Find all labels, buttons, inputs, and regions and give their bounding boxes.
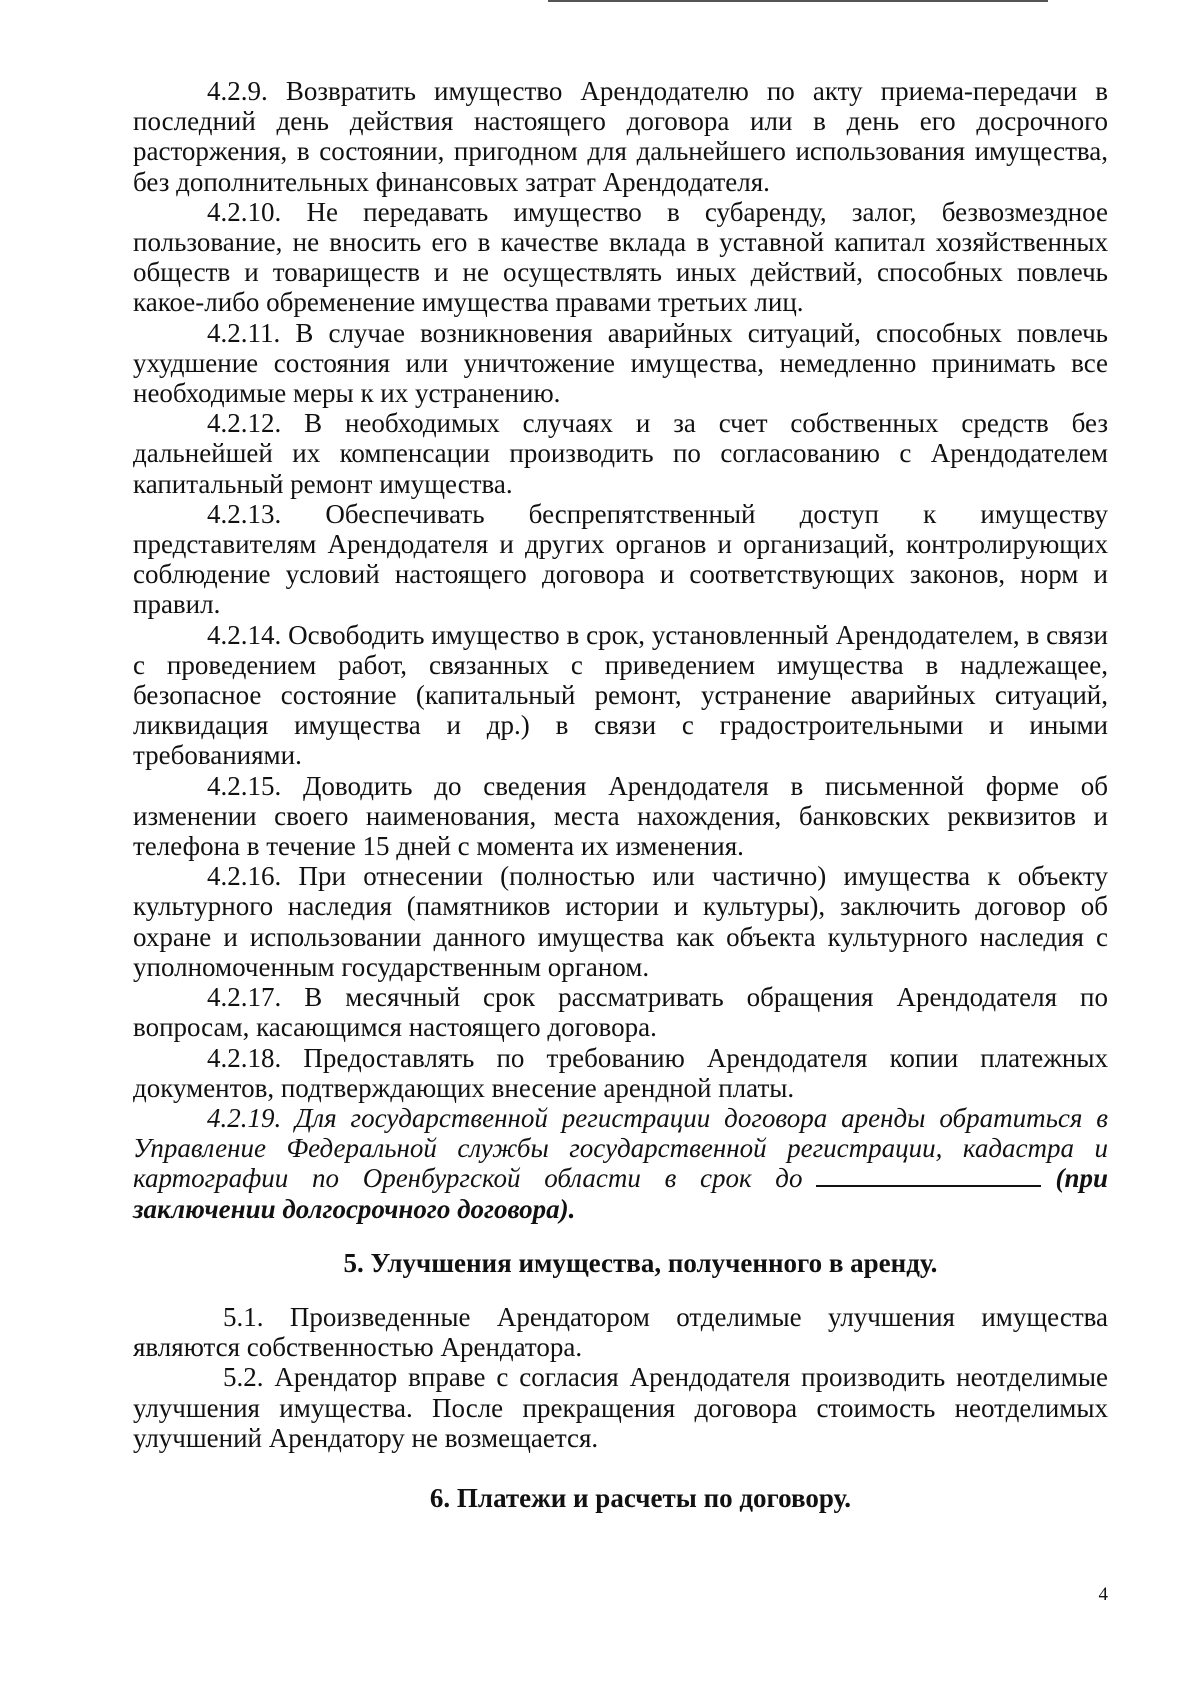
clause-4-2-17: 4.2.17. В месячный срок рассматривать обращения Арендодателя по вопросам, касающимся настоящего договора. bbox=[133, 982, 1108, 1043]
section-5-heading: 5. Улучшения имущества, полученного в аренду. bbox=[343, 1247, 938, 1278]
clause-4-2-19-note: (при заключении долгосрочного договора). bbox=[133, 1163, 1108, 1224]
clause-5-2: 5.2. Арендатор вправе с согласия Арендодателя производить неотделимые улучшения имущества. После прекращения договора стоимость неотделимых улучшений Арендатору не возмещается. bbox=[133, 1362, 1108, 1453]
clause-5-1: 5.1. Произведенные Арендатором отделимые улучшения имущества являются собственностью Арендатора. bbox=[133, 1301, 1108, 1363]
scan-top-rule bbox=[548, 0, 1048, 2]
clause-4-2-14: 4.2.14. Освободить имущество в срок, установленный Арендодателем, в связи с проведением работ, связанных с приведением имущества в надлежащее, безопасное состояние (капитальный ремонт, устранение аварийных ситуаций, ликвидация имущества и др.) в связи с градостроительными и иными требованиями. bbox=[133, 619, 1108, 771]
section-5-body bbox=[133, 1302, 1108, 1453]
clause-4-2-12: 4.2.12. В необходимых случаях и за счет собственных средств без дальнейшей их компенсации производить по согласованию с Арендодателем капитальный ремонт имущества. bbox=[133, 408, 1108, 499]
page-number: 4 bbox=[1098, 1584, 1108, 1605]
clause-4-2-19 bbox=[133, 1103, 1108, 1224]
document-page bbox=[133, 76, 1108, 1513]
clause-4-2-15: 4.2.15. Доводить до сведения Арендодателя в письменной форме об изменении своего наименования, места нахождения, банковских реквизитов и телефона в течение 15 дней с момента их изменения. bbox=[133, 770, 1108, 862]
clause-4-2-16: 4.2.16. При отнесении (полностью или частично) имущества к объекту культурного наследия (памятников истории и культуры), заключить договор об охране и использовании данного имущества как объекта культурного наследия с уполномоченным государственным органом. bbox=[133, 861, 1108, 982]
clause-4-2-11: 4.2.11. В случае возникновения аварийных ситуаций, способных повлечь ухудшение состояния или уничтожение имущества, немедленно принимать все необходимые меры к их устранению. bbox=[133, 317, 1108, 409]
clause-4-2-18: 4.2.18. Предоставлять по требованию Арендодателя копии платежных документов, подтверждающих внесение арендной платы. bbox=[133, 1042, 1108, 1103]
clause-4-2-9: 4.2.9. Возвратить имущество Арендодателю по акту приема-передачи в последний день действия настоящего договора или в день его досрочного расторжения, в состоянии, пригодном для дальнейшего использования имущества, без дополнительных финансовых затрат Арендодателя. bbox=[133, 76, 1108, 197]
section-6-heading: 6. Платежи и расчеты по договору. bbox=[429, 1482, 852, 1513]
clause-4-2-10: 4.2.10. Не передавать имущество в субаренду, залог, безвозмездное пользование, не вносить его в качестве вклада в уставной капитал хозяйственных обществ и товариществ и не осуществлять иных действий, способных повлечь какое-либо обременение имущества правами третьих лиц. bbox=[133, 196, 1108, 318]
date-blank-line bbox=[816, 1165, 1041, 1187]
clause-4-2-13: 4.2.13. Обеспечивать беспрепятственный доступ к имуществу представителям Арендодателя и других органов и организаций, контролирующих соблюдение условий настоящего договора и соответствующих законов, норм и правил. bbox=[133, 498, 1108, 620]
clause-4-2-19-text: 4.2.19. Для государственной регистрации договора аренды обратиться в Управление Федеральной службы государственной регистрации, кадастра и картографии по Оренбургской области в срок до bbox=[133, 1102, 1108, 1194]
